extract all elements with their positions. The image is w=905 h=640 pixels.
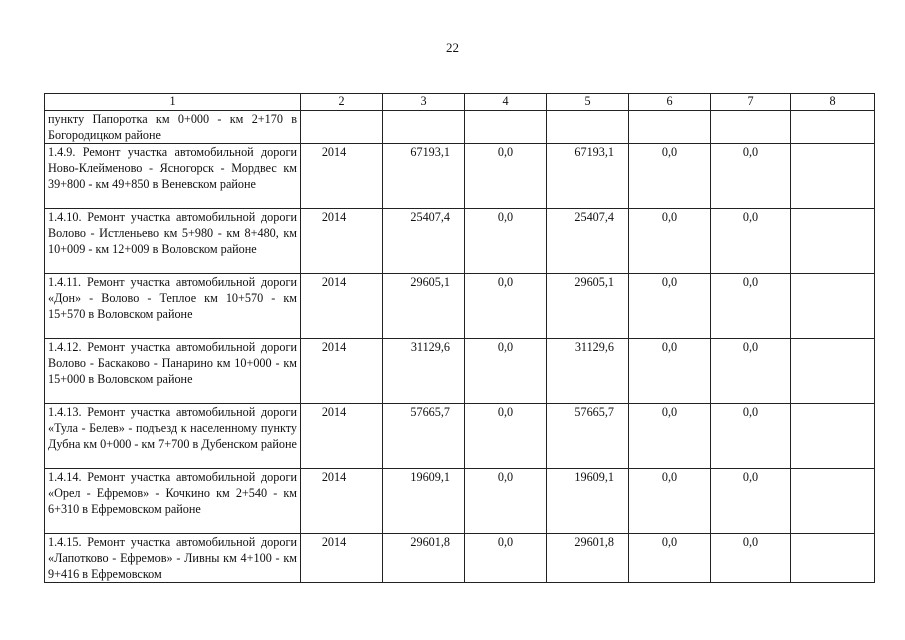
column-number-row bbox=[45, 94, 875, 111]
other-funds-cell: 0,0 bbox=[711, 534, 791, 583]
total-cost-cell: 67193,1 bbox=[383, 144, 465, 209]
notes-cell bbox=[791, 404, 875, 469]
federal-funds-cell: 0,0 bbox=[465, 469, 547, 534]
notes-cell bbox=[791, 209, 875, 274]
table-row bbox=[45, 209, 875, 274]
total-cost-cell: 19609,1 bbox=[383, 469, 465, 534]
table-row bbox=[45, 404, 875, 469]
municipal-funds-cell: 0,0 bbox=[629, 534, 711, 583]
table-row bbox=[45, 144, 875, 209]
notes-cell bbox=[791, 274, 875, 339]
item-name: 1.4.12. Ремонт участка автомобильной дороги Волово - Баскаково - Панарино км 10+000 - км 15+000 в Воловском районе bbox=[45, 339, 301, 404]
federal-funds-cell: 0,0 bbox=[465, 209, 547, 274]
municipal-funds-cell: 0,0 bbox=[629, 339, 711, 404]
page-number: 22 bbox=[446, 40, 459, 55]
regional-funds-cell: 57665,7 bbox=[547, 404, 629, 469]
total-cost-cell: 31129,6 bbox=[383, 339, 465, 404]
item-name: 1.4.14. Ремонт участка автомобильной дороги «Орел - Ефремов» - Кочкино км 2+540 - км 6+310 в Ефремовском районе bbox=[45, 469, 301, 534]
notes-cell bbox=[791, 469, 875, 534]
other-funds-cell: 0,0 bbox=[711, 144, 791, 209]
other-funds-cell: 0,0 bbox=[711, 469, 791, 534]
municipal-funds-cell: 0,0 bbox=[629, 469, 711, 534]
municipal-funds-cell: 0,0 bbox=[629, 274, 711, 339]
total-cost-cell: 25407,4 bbox=[383, 209, 465, 274]
notes-cell bbox=[791, 339, 875, 404]
municipal-funds-cell: 0,0 bbox=[629, 404, 711, 469]
column-number: 6 bbox=[629, 94, 711, 111]
item-name: 1.4.11. Ремонт участка автомобильной дороги «Дон» - Волово - Теплое км 10+570 - км 15+570 в Воловском районе bbox=[45, 274, 301, 339]
federal-funds-cell: 0,0 bbox=[465, 404, 547, 469]
column-number: 7 bbox=[711, 94, 791, 111]
column-number: 3 bbox=[383, 94, 465, 111]
regional-funds-cell: 19609,1 bbox=[547, 469, 629, 534]
other-funds-cell: 0,0 bbox=[711, 274, 791, 339]
municipal-funds-cell: 0,0 bbox=[629, 144, 711, 209]
column-number: 2 bbox=[301, 94, 383, 111]
other-funds-cell: 0,0 bbox=[711, 404, 791, 469]
budget-table bbox=[44, 93, 875, 583]
regional-funds-cell: 29601,8 bbox=[547, 534, 629, 583]
column-number: 4 bbox=[465, 94, 547, 111]
federal-funds-cell: 0,0 bbox=[465, 534, 547, 583]
federal-funds-cell: 0,0 bbox=[465, 339, 547, 404]
table-row bbox=[45, 274, 875, 339]
table-row bbox=[45, 534, 875, 583]
year-cell: 2014 bbox=[301, 209, 383, 274]
total-cost-cell: 57665,7 bbox=[383, 404, 465, 469]
notes-cell bbox=[791, 144, 875, 209]
year-cell: 2014 bbox=[301, 469, 383, 534]
total-cost-cell: 29601,8 bbox=[383, 534, 465, 583]
year-cell: 2014 bbox=[301, 144, 383, 209]
column-number: 5 bbox=[547, 94, 629, 111]
federal-funds-cell: 0,0 bbox=[465, 144, 547, 209]
other-funds-cell: 0,0 bbox=[711, 339, 791, 404]
year-cell: 2014 bbox=[301, 274, 383, 339]
year-cell: 2014 bbox=[301, 534, 383, 583]
municipal-funds-cell: 0,0 bbox=[629, 209, 711, 274]
total-cost-cell: 29605,1 bbox=[383, 274, 465, 339]
year-cell: 2014 bbox=[301, 339, 383, 404]
regional-funds-cell: 29605,1 bbox=[547, 274, 629, 339]
regional-funds-cell: 67193,1 bbox=[547, 144, 629, 209]
table-row bbox=[45, 469, 875, 534]
regional-funds-cell: 25407,4 bbox=[547, 209, 629, 274]
item-name: 1.4.10. Ремонт участка автомобильной дороги Волово - Истленьево км 5+980 - км 8+480, км 10+009 - км 12+009 в Воловском районе bbox=[45, 209, 301, 274]
notes-cell bbox=[791, 534, 875, 583]
regional-funds-cell: 31129,6 bbox=[547, 339, 629, 404]
column-number: 8 bbox=[791, 94, 875, 111]
item-name: 1.4.9. Ремонт участка автомобильной дороги Ново-Клейменово - Ясногорск - Мордвес км 39+800 - км 49+850 в Веневском районе bbox=[45, 144, 301, 209]
federal-funds-cell: 0,0 bbox=[465, 274, 547, 339]
other-funds-cell: 0,0 bbox=[711, 209, 791, 274]
year-cell: 2014 bbox=[301, 404, 383, 469]
item-name: 1.4.13. Ремонт участка автомобильной дороги «Тула - Белев» - подъезд к населенному пункту Дубна км 0+000 - км 7+700 в Дубенском районе bbox=[45, 404, 301, 469]
continuation-row bbox=[45, 111, 875, 144]
item-name: 1.4.15. Ремонт участка автомобильной дороги «Лапотково - Ефремов» - Ливны км 4+100 - км 9+416 в Ефремовском bbox=[45, 534, 301, 583]
table-row bbox=[45, 339, 875, 404]
item-name-continued: пункту Папоротка км 0+000 - км 2+170 в Богородицком районе bbox=[45, 111, 301, 144]
column-number: 1 bbox=[45, 94, 301, 111]
